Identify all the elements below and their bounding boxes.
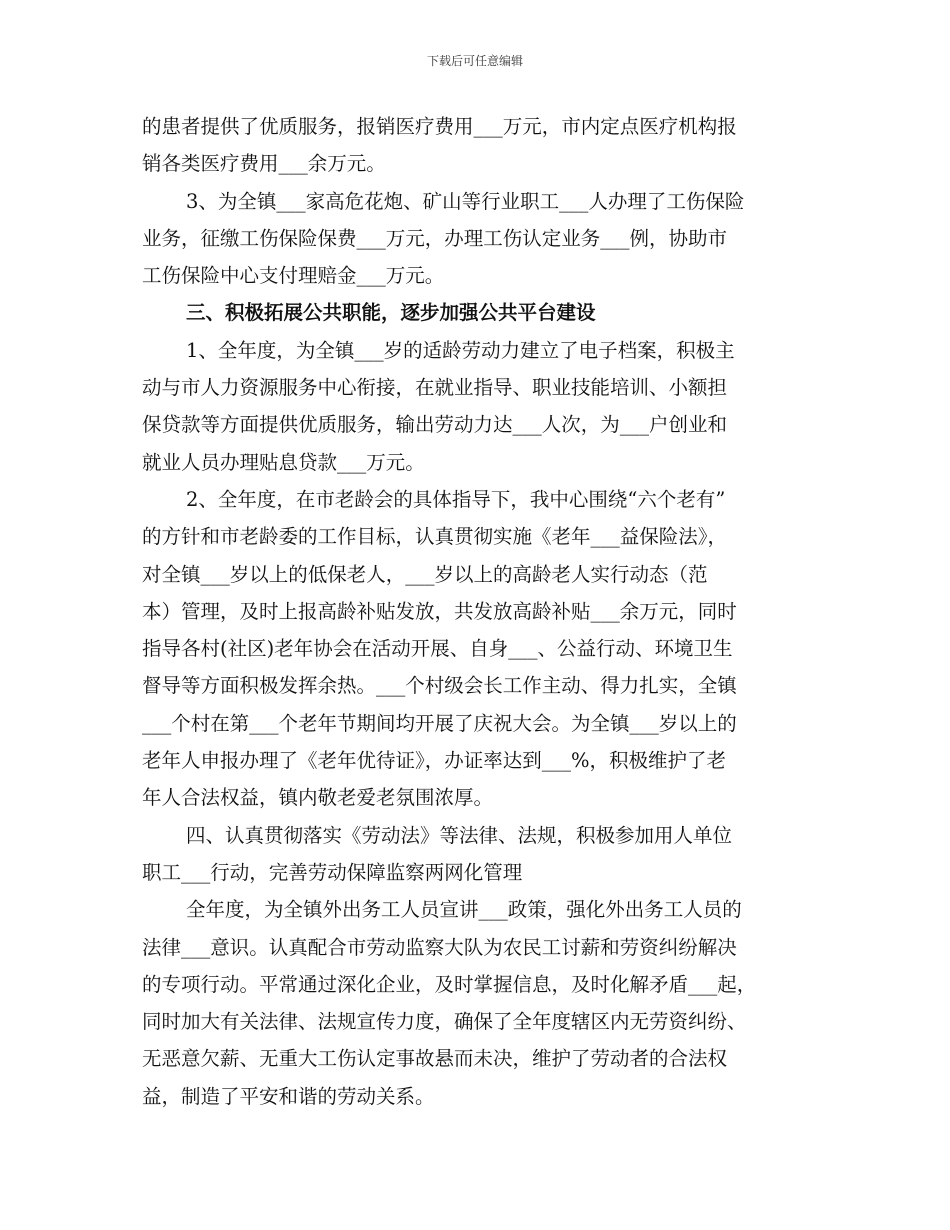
paragraph-start-line: 3、为全镇___家高危花炮、矿山等行业职工___人办理了工伤保险 [186, 189, 745, 213]
paragraph-start-line: 1、全年度，为全镇___岁的适龄劳动力建立了电子档案，积极主 [186, 338, 735, 362]
text-line: 对全镇___岁以上的低保老人，___岁以上的高龄老人实行动态（范 [142, 562, 708, 586]
text-line: 指导各村(社区)老年协会在活动开展、自身___、公益行动、环境卫生 [142, 637, 733, 661]
paragraph-start-line: 全年度，为全镇外出务工人员宣讲___政策，强化外出务工人员的 [186, 898, 742, 922]
text-line: 法律___意识。认真配合市劳动监察大队为农民工讨薪和劳资纠纷解决 [142, 935, 737, 959]
text-line: 的患者提供了优质服务，报销医疗费用___万元，市内定点医疗机构报 [142, 115, 737, 138]
section-heading: 三、积极拓展公共职能，逐步加强公共平台建设 [186, 301, 596, 325]
text-line: 同时加大有关法律、法规宣传力度，确保了全年度辖区内无劳资纠纷、 [142, 1010, 747, 1034]
text-line: 就业人员办理贴息贷款___万元。 [142, 450, 425, 474]
text-line: 本）管理，及时上报高龄补贴发放，共发放高龄补贴___余万元，同时 [142, 599, 737, 623]
text-line: 老年人申报办理了《老年优待证》，办证率达到___%，积极维护了老 [142, 749, 727, 773]
text-line: 保贷款等方面提供优质服务，输出劳动力达___人次，为___户创业和 [142, 413, 728, 437]
text-line: 的方针和市老龄委的工作目标，认真贯彻实施《老年___益保险法》， [142, 525, 728, 549]
text-line: 督导等方面积极发挥余热。___个村级会长工作主动、得力扎实，全镇 [142, 674, 737, 698]
text-line: 工伤保险中心支付理赔金___万元。 [142, 264, 445, 288]
text-line: 年人合法权益，镇内敬老爱老氛围浓厚。 [142, 786, 494, 810]
page-header: 下载后可任意编辑 [426, 54, 523, 68]
text-line: 动与市人力资源服务中心衔接，在就业指导、职业技能培训、小额担 [142, 376, 728, 400]
text-line: 销各类医疗费用___余万元。 [142, 152, 386, 176]
document-body [142, 108, 812, 1115]
text-line: 职工___行动，完善劳动保障监察两网化管理 [142, 860, 523, 884]
paragraph-start-line: 2、全年度，在市老龄会的具体指导下，我中心围绕“六个老有” [186, 487, 726, 511]
text-line: 益，制造了平安和谐的劳动关系。 [142, 1084, 435, 1108]
section-heading: 四、认真贯彻落实《劳动法》等法律、法规，积极参加用人单位 [186, 823, 733, 847]
text-line: 的专项行动。平常通过深化企业，及时掌握信息，及时化解矛盾___起， [142, 972, 757, 996]
text-line: 业务，征缴工伤保险保费___万元，办理工伤认定业务___例，协助市 [142, 226, 728, 250]
text-line: ___个村在第___个老年节期间均开展了庆祝大会。为全镇___岁以上的 [142, 711, 737, 735]
text-line: 无恶意欠薪、无重大工伤认定事故悬而未决，维护了劳动者的合法权 [142, 1047, 728, 1071]
